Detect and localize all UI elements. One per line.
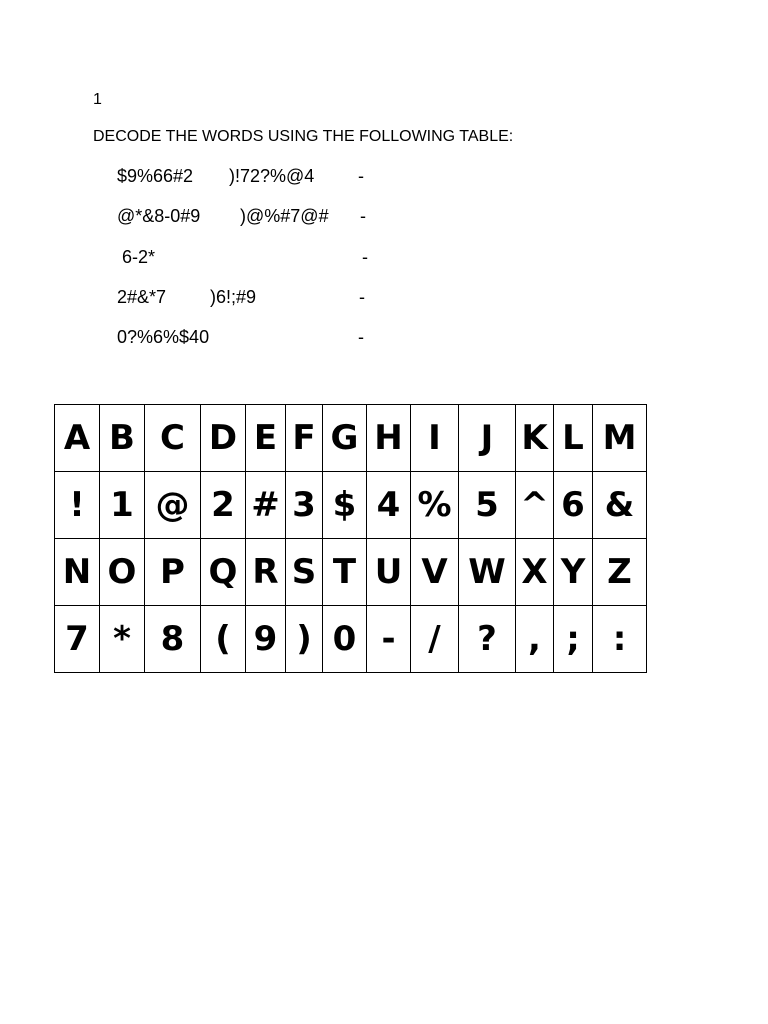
- cipher-letter-cell: V: [411, 539, 459, 606]
- cipher-symbol-cell: :: [593, 606, 647, 673]
- instruction-heading: DECODE THE WORDS USING THE FOLLOWING TABLE:: [93, 128, 514, 145]
- puzzle-code-second: )6!;#9: [210, 287, 257, 307]
- cipher-symbol-cell: 0: [323, 606, 367, 673]
- cipher-letter-cell: E: [246, 405, 286, 472]
- cipher-symbol-cell: @: [145, 472, 201, 539]
- cipher-letter-cell: W: [459, 539, 516, 606]
- cipher-letter-cell: N: [55, 539, 100, 606]
- cipher-letter-cell: X: [516, 539, 554, 606]
- cipher-symbol-cell: 6: [554, 472, 593, 539]
- cipher-letter-cell: Z: [593, 539, 647, 606]
- cipher-letter-cell: I: [411, 405, 459, 472]
- cipher-symbol-cell: ;: [554, 606, 593, 673]
- cipher-letter-cell: T: [323, 539, 367, 606]
- cipher-symbol-cell: ?: [459, 606, 516, 673]
- cipher-letter-cell: O: [100, 539, 145, 606]
- cipher-letter-cell: C: [145, 405, 201, 472]
- cipher-symbol-cell: 2: [201, 472, 246, 539]
- cipher-letter-cell: A: [55, 405, 100, 472]
- cipher-symbol-cell: !: [55, 472, 100, 539]
- answer-dash: -: [358, 327, 364, 347]
- cipher-letter-cell: J: [459, 405, 516, 472]
- cipher-letter-cell: H: [367, 405, 411, 472]
- cipher-row-letters-a-m: [55, 405, 647, 472]
- cipher-symbol-cell: 5: [459, 472, 516, 539]
- puzzle-code-first: $9%66#2: [117, 166, 194, 186]
- cipher-letter-cell: F: [286, 405, 323, 472]
- cipher-symbol-cell: ): [286, 606, 323, 673]
- cipher-letter-cell: S: [286, 539, 323, 606]
- cipher-letter-cell: Y: [554, 539, 593, 606]
- cipher-symbol-cell: 3: [286, 472, 323, 539]
- page-number: 1: [93, 91, 102, 108]
- answer-dash: -: [360, 206, 366, 226]
- puzzle-code-first: 2#&*7: [117, 287, 167, 307]
- cipher-letter-cell: G: [323, 405, 367, 472]
- cipher-symbol-cell: 1: [100, 472, 145, 539]
- cipher-symbol-cell: ,: [516, 606, 554, 673]
- cipher-symbol-cell: 8: [145, 606, 201, 673]
- cipher-letter-cell: B: [100, 405, 145, 472]
- cipher-symbol-cell: $: [323, 472, 367, 539]
- cipher-symbol-cell: #: [246, 472, 286, 539]
- cipher-letter-cell: K: [516, 405, 554, 472]
- cipher-letter-cell: U: [367, 539, 411, 606]
- cipher-letter-cell: P: [145, 539, 201, 606]
- cipher-symbol-cell: &: [593, 472, 647, 539]
- cipher-letter-cell: M: [593, 405, 647, 472]
- cipher-symbol-cell: /: [411, 606, 459, 673]
- cipher-row-symbols-n-z: [55, 606, 647, 673]
- puzzle-code-second: )!72?%@4: [229, 166, 315, 186]
- cipher-letter-cell: Q: [201, 539, 246, 606]
- cipher-symbol-cell: 4: [367, 472, 411, 539]
- cipher-row-symbols-a-m: [55, 472, 647, 539]
- puzzle-code-first: 6-2*: [122, 247, 156, 267]
- answer-dash: -: [362, 247, 368, 267]
- cipher-row-letters-n-z: [55, 539, 647, 606]
- cipher-letter-cell: R: [246, 539, 286, 606]
- cipher-letter-cell: L: [554, 405, 593, 472]
- cipher-table: [54, 404, 647, 673]
- cipher-symbol-cell: -: [367, 606, 411, 673]
- cipher-symbol-cell: %: [411, 472, 459, 539]
- answer-dash: -: [359, 287, 365, 307]
- puzzle-code-first: @*&8-0#9: [117, 206, 201, 226]
- answer-dash: -: [358, 166, 364, 186]
- cipher-symbol-cell: 7: [55, 606, 100, 673]
- cipher-symbol-cell: *: [100, 606, 145, 673]
- cipher-symbol-cell: (: [201, 606, 246, 673]
- puzzle-code-first: 0?%6%$40: [117, 327, 210, 347]
- cipher-letter-cell: D: [201, 405, 246, 472]
- cipher-symbol-cell: 9: [246, 606, 286, 673]
- cipher-symbol-cell: ^: [516, 472, 554, 539]
- puzzle-code-second: )@%#7@#: [240, 206, 329, 226]
